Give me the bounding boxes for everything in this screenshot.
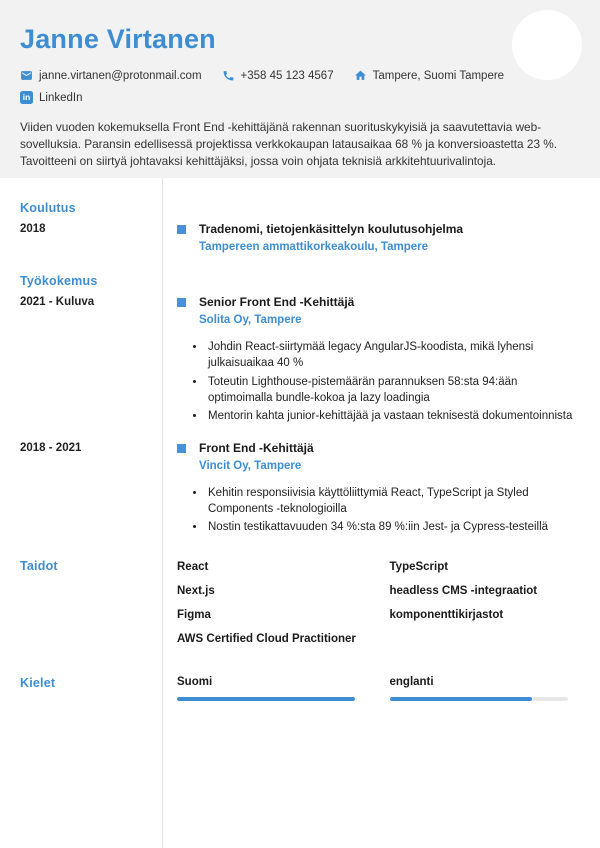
skill-item: Next.js bbox=[177, 584, 215, 597]
experience-entry bbox=[0, 295, 600, 427]
email-icon bbox=[20, 69, 33, 82]
entry-date: 2021 - Kuluva bbox=[20, 296, 95, 308]
email-link[interactable] bbox=[20, 69, 202, 82]
language-item bbox=[177, 676, 368, 701]
skill-item: TypeScript bbox=[389, 560, 449, 573]
skill-item: Figma bbox=[177, 608, 211, 621]
language-level-bar bbox=[177, 697, 355, 701]
section-title-education: Koulutus bbox=[20, 201, 76, 215]
language-name: englanti bbox=[389, 675, 434, 688]
entry-marker-icon bbox=[177, 444, 186, 453]
section-skills bbox=[0, 559, 600, 655]
language-level-bar bbox=[390, 697, 568, 701]
section-title-experience: Työkokemus bbox=[20, 274, 98, 288]
skills-column-2 bbox=[390, 559, 581, 655]
degree-title: Tradenomi, tietojenkäsittelyn koulutusohjelma bbox=[199, 222, 464, 236]
skills-column-1 bbox=[177, 559, 368, 655]
job-title: Front End -Kehittäjä bbox=[199, 440, 314, 455]
skill-item: headless CMS -integraatiot bbox=[389, 584, 538, 597]
job-highlight: • Nostin testikattavuuden 34 %:sta 89 %:iin Jest- ja Cypress-testeillä bbox=[206, 519, 580, 535]
job-highlights bbox=[206, 339, 580, 425]
experience-entry bbox=[0, 441, 600, 538]
email-text: janne.virtanen@protonmail.com bbox=[39, 69, 202, 82]
resume-header bbox=[0, 0, 600, 178]
language-level-fill bbox=[177, 697, 355, 701]
section-education bbox=[0, 201, 600, 253]
skill-item: komponenttikirjastot bbox=[389, 608, 504, 621]
education-entry bbox=[0, 222, 600, 253]
job-highlight: • Mentorin kahta junior-kehittäjää ja vastaan teknisestä dokumentoinnista bbox=[206, 408, 580, 424]
job-title: Senior Front End -Kehittäjä bbox=[199, 295, 355, 309]
skill-item: React bbox=[177, 560, 209, 573]
job-highlight: • Toteutin Lighthouse-pistemäärän parannuksen 58:sta 94:ään optimoimalla bundle-kokoa ja lazy loadingia bbox=[206, 374, 580, 407]
section-experience bbox=[0, 274, 600, 538]
skill-item: AWS Certified Cloud Practitioner bbox=[177, 632, 356, 645]
linkedin-link[interactable] bbox=[20, 91, 82, 104]
entry-marker-icon bbox=[177, 298, 186, 307]
section-title-languages: Kielet bbox=[20, 675, 56, 690]
phone-text: +358 45 123 4567 bbox=[240, 69, 334, 82]
resume-body bbox=[0, 178, 600, 848]
home-icon bbox=[354, 69, 367, 82]
job-highlight: • Johdin React-siirtymää legacy AngularJS-koodista, mikä lyhensi julkaisuaikaa 40 % bbox=[206, 339, 580, 372]
school-name: Tampereen ammattikorkeakoulu, Tampere bbox=[199, 241, 429, 253]
language-level-fill bbox=[390, 697, 532, 701]
linkedin-icon: in bbox=[20, 91, 33, 104]
summary-text: Viiden vuoden kokemuksella Front End -kehittäjänä rakennan suorituskykyisiä ja saavutettavia web-sovelluksia. Paransin edellisessä projektissa verkkokaupan latausaikaa 68 % ja konversioastetta 23 %. Tavoitteeni on siirtyä johtavaksi kehittäjäksi, jossa voin ohjata teknisiä arkkitehtuurivalintoja. bbox=[20, 120, 558, 169]
location-item bbox=[354, 69, 504, 82]
contact-row bbox=[20, 69, 580, 82]
entry-date: 2018 - 2021 bbox=[20, 441, 82, 454]
phone-link[interactable] bbox=[222, 69, 334, 82]
job-highlights bbox=[206, 485, 580, 536]
section-languages bbox=[0, 676, 600, 701]
entry-marker-icon bbox=[177, 225, 186, 234]
company-name: Vincit Oy, Tampere bbox=[199, 459, 302, 472]
column-divider bbox=[162, 178, 163, 848]
contact-row-2 bbox=[20, 91, 580, 104]
phone-icon bbox=[222, 69, 235, 82]
job-highlight: • Kehitin responsiivisia käyttöliittymiä React, TypeScript ja Styled Components -teknologioilla bbox=[206, 485, 580, 518]
section-title-skills: Taidot bbox=[20, 558, 58, 573]
entry-date: 2018 bbox=[20, 223, 46, 235]
location-text: Tampere, Suomi Tampere bbox=[372, 69, 505, 82]
language-item bbox=[390, 676, 581, 701]
language-name: Suomi bbox=[177, 675, 213, 688]
page-title: Janne Virtanen bbox=[20, 24, 216, 54]
company-name: Solita Oy, Tampere bbox=[199, 314, 302, 326]
avatar bbox=[512, 10, 582, 80]
linkedin-text: LinkedIn bbox=[39, 91, 83, 104]
